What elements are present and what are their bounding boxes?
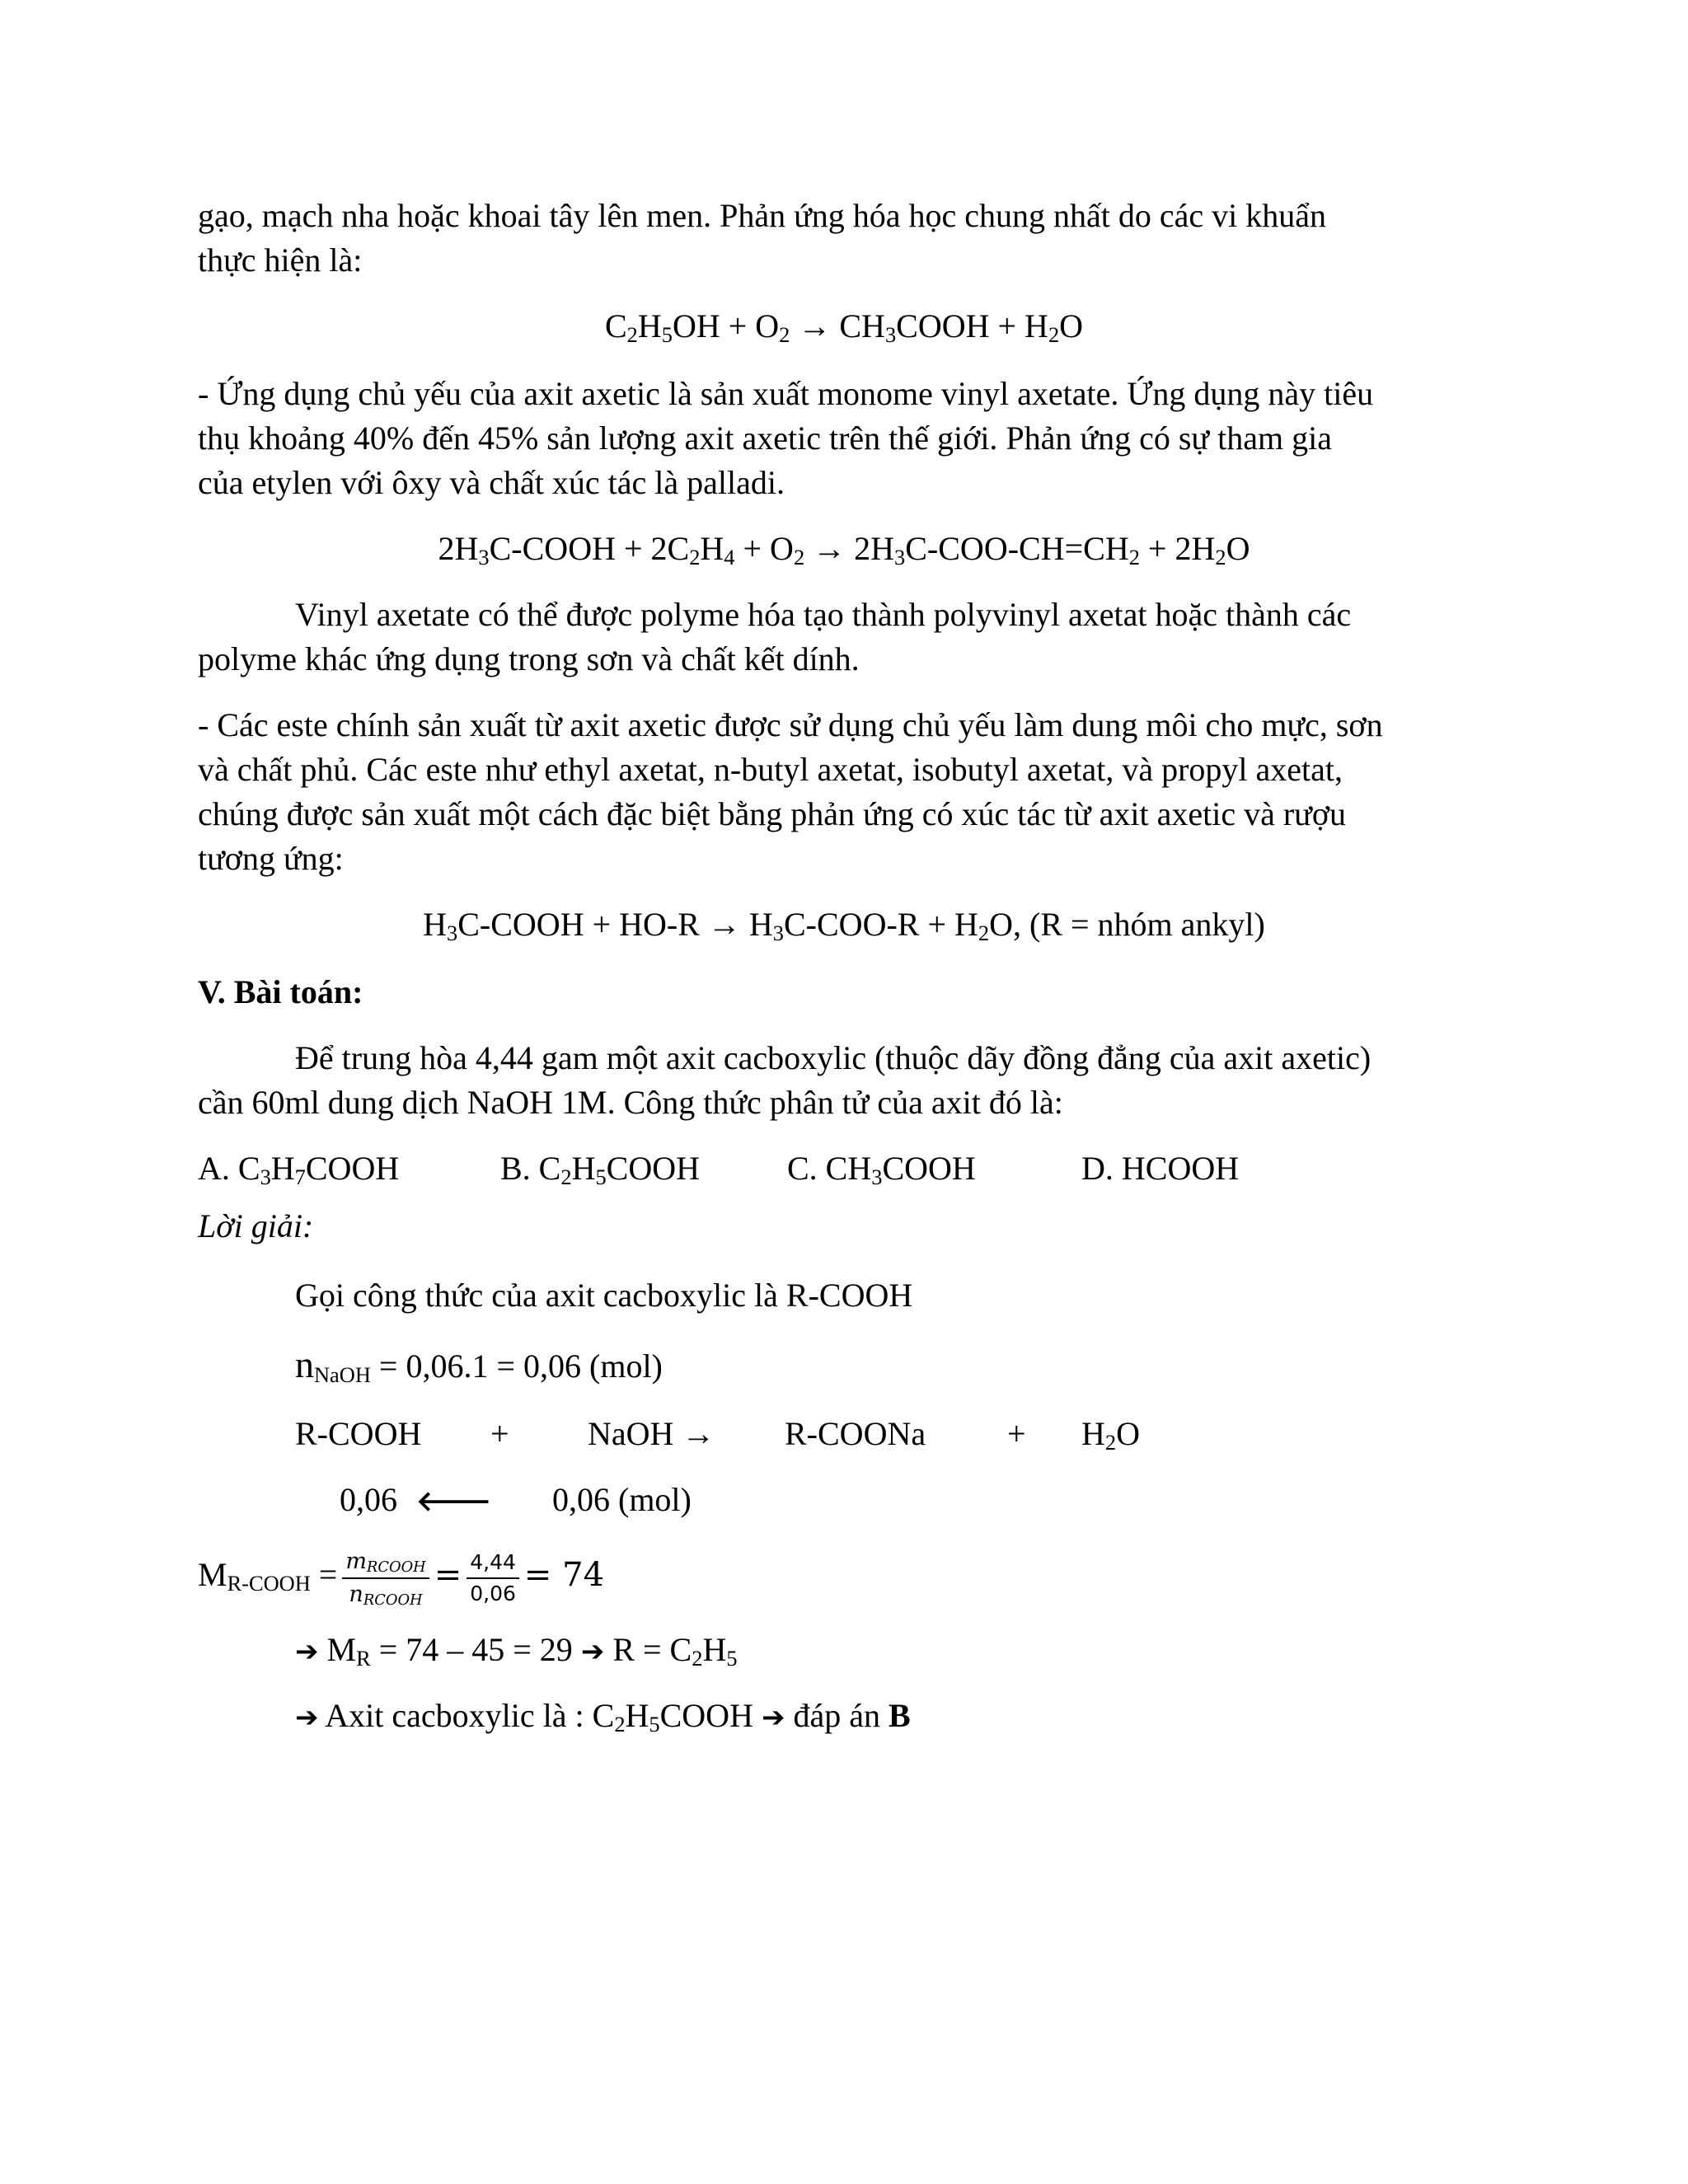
paragraph-line: tương ứng:: [198, 840, 344, 877]
paragraph-line: polyme khác ứng dụng trong sơn và chất kết dính.: [198, 640, 860, 677]
paragraph-line: gạo, mạch nha hoặc khoai tây lên men. Phản ứng hóa học chung nhất do các vi khuẩn: [198, 197, 1327, 234]
right-arrow-icon: ➔: [580, 1635, 605, 1668]
moles-naoh: $n_{NaOH} = 0,06.1 = 0,06$ (mol): [295, 1343, 663, 1387]
question-line: cần 60ml dung dịch NaOH 1M. Công thức phân tử của axit đó là:: [198, 1084, 1063, 1121]
option-a: A. $C_3H_7COOH$: [198, 1150, 400, 1189]
paragraph-line: và chất phủ. Các este như ethyl axetat, n-butyl axetat, isobutyl axetat, và propyl axetat,: [198, 751, 1343, 788]
right-arrow-icon: ➔: [295, 1701, 319, 1734]
reaction-reactant-2: NaOH →: [588, 1415, 715, 1452]
molar-mass-formula: $M_{R-COOH}$ = $\frac{m_{RCOOH}}{n_{RCOOH}}$ = $\frac{4,44}{0,06}$ = 74: [198, 1549, 605, 1609]
equation-vinyl-acetate: $2H_3C$-COOH + $2C_2H_4 + O_2 \to 2H_3C-COO-CH=CH_2 + 2H_2O$: [438, 530, 1250, 569]
equation-ethanol-oxidation: $C_2H_5OH + O_2$ → $CH_3COOH + H_2O$: [604, 307, 1084, 347]
answer-letter: B: [888, 1697, 911, 1734]
solution-label: Lời giải:: [198, 1207, 314, 1244]
paragraph-line: của etylen với ôxy và chất xúc tác là palladi.: [198, 464, 785, 501]
right-arrow-icon: ➔: [761, 1701, 785, 1734]
reaction-product-2: $H_2O$: [1081, 1415, 1140, 1455]
paragraph-line: thụ khoảng 40% đến 45% sản lượng axit axetic trên thế giới. Phản ứng có sự tham gia: [198, 419, 1332, 457]
reaction-plus: +: [490, 1415, 509, 1452]
right-arrow-icon: ➔: [295, 1635, 319, 1668]
option-c: C. $CH_3COOH$: [787, 1150, 976, 1189]
solution-line: Gọi công thức của axit cacboxylic là R-COOH: [295, 1277, 913, 1314]
reaction-plus: +: [1007, 1415, 1026, 1452]
option-d: D. HCOOH: [1081, 1150, 1240, 1187]
paragraph-line: Vinyl axetate có thể được polyme hóa tạo thành polyvinyl axetat hoặc thành các: [295, 596, 1352, 633]
reaction-reactant-1: R-COOH: [295, 1415, 422, 1452]
left-arrow-icon: 🡐: [416, 1485, 492, 1518]
section-heading: V. Bài toán:: [198, 973, 363, 1010]
option-b: B. $C_2H_5COOH$: [500, 1150, 700, 1189]
paragraph-line: - Các este chính sản xuất từ axit axetic được sử dụng chủ yếu làm dung môi cho mực, sơn: [198, 706, 1383, 743]
question-line: Để trung hòa 4,44 gam một axit cacboxylic (thuộc dãy đồng đẳng của axit axetic): [295, 1039, 1372, 1076]
paragraph-line: chúng được sản xuất một cách đặc biệt bằng phản ứng có xúc tác từ axit axetic và rượu: [198, 795, 1346, 832]
equation-esterification: $H_3C$-COOH + $HO-R \to H_3C-COO-R + H_2O$, (R = nhóm ankyl): [423, 906, 1265, 945]
conclusion: ➔ Axit cacboxylic là : $C_2H_5COOH$ ➔ đáp án B: [295, 1697, 911, 1736]
paragraph-line: - Ứng dụng chủ yếu của axit axetic là sản xuất monome vinyl axetate. Ứng dụng này tiêu: [198, 375, 1374, 412]
mole-ratio-right: 0,06 (mol): [552, 1481, 692, 1518]
mole-ratio-left: 0,06: [340, 1481, 397, 1518]
mr-calculation: ➔ $M_R = 74 - 45 = 29$ ➔ $R = C_2H_5$: [295, 1631, 738, 1671]
reaction-product-1: R-COONa: [785, 1415, 926, 1452]
paragraph-line: thực hiện là:: [198, 241, 363, 279]
